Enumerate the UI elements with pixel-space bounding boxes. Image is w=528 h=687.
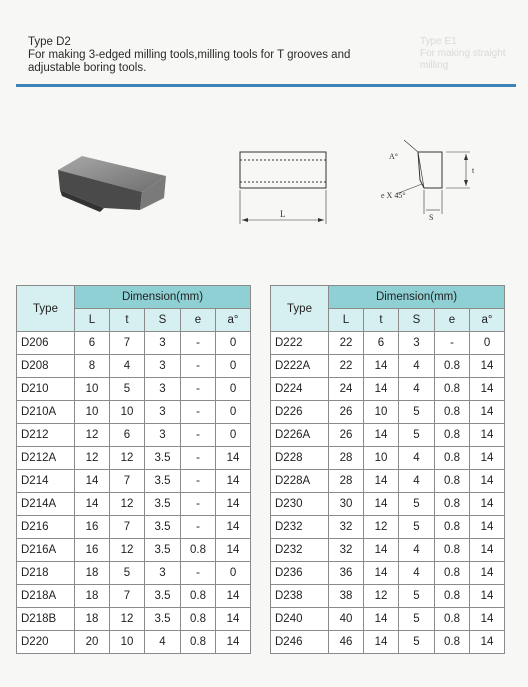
value-cell: 12 xyxy=(110,608,145,631)
section-divider xyxy=(16,84,516,87)
value-cell: 12 xyxy=(364,585,399,608)
value-cell: 14 xyxy=(364,355,399,378)
type-cell: D238 xyxy=(271,585,329,608)
value-cell: 5 xyxy=(399,585,435,608)
value-cell: - xyxy=(181,516,216,539)
chamfer-label: e X 45° xyxy=(381,191,406,200)
type-cell: D224 xyxy=(271,378,329,401)
table-row xyxy=(271,493,505,516)
table-row xyxy=(17,608,251,631)
col-header-l: L xyxy=(329,309,364,332)
type-title: Type D2 xyxy=(28,36,71,48)
value-cell: 0.8 xyxy=(181,585,216,608)
value-cell: 0.8 xyxy=(435,424,470,447)
value-cell: 5 xyxy=(110,378,145,401)
value-cell: 5 xyxy=(399,608,435,631)
table-row xyxy=(271,470,505,493)
value-cell: - xyxy=(181,447,216,470)
value-cell: 0.8 xyxy=(435,539,470,562)
value-cell: 4 xyxy=(399,562,435,585)
value-cell: 12 xyxy=(110,447,145,470)
value-cell: 0.8 xyxy=(435,447,470,470)
value-cell: 3.5 xyxy=(145,608,181,631)
value-cell: 14 xyxy=(470,424,505,447)
value-cell: 3.5 xyxy=(145,470,181,493)
value-cell: - xyxy=(181,470,216,493)
value-cell: 22 xyxy=(329,332,364,355)
value-cell: 18 xyxy=(75,608,110,631)
table-row xyxy=(271,631,505,654)
dimension-header: Dimension(mm) xyxy=(329,286,505,309)
value-cell: 14 xyxy=(364,378,399,401)
value-cell: 14 xyxy=(470,493,505,516)
value-cell: 0.8 xyxy=(435,470,470,493)
value-cell: 14 xyxy=(216,493,251,516)
value-cell: 6 xyxy=(364,332,399,355)
table-row xyxy=(17,470,251,493)
value-cell: 12 xyxy=(75,424,110,447)
type-cell: D214 xyxy=(17,470,75,493)
value-cell: 0.8 xyxy=(435,493,470,516)
value-cell: 3 xyxy=(145,355,181,378)
insert-drawings xyxy=(0,110,528,240)
value-cell: 3.5 xyxy=(145,585,181,608)
value-cell: 12 xyxy=(75,447,110,470)
type-cell: D222 xyxy=(271,332,329,355)
table-row xyxy=(271,355,505,378)
value-cell: 10 xyxy=(110,631,145,654)
value-cell: 10 xyxy=(110,401,145,424)
value-cell: 4 xyxy=(399,539,435,562)
value-cell: 14 xyxy=(364,539,399,562)
value-cell: - xyxy=(181,562,216,585)
type-cell: D218 xyxy=(17,562,75,585)
type-cell: D214A xyxy=(17,493,75,516)
bleed-through-text: Type E1 For making straight milling xyxy=(420,36,506,71)
description-line-2: adjustable boring tools. xyxy=(28,62,147,74)
type-cell: D218B xyxy=(17,608,75,631)
value-cell: 3.5 xyxy=(145,516,181,539)
value-cell: 12 xyxy=(364,516,399,539)
table-row xyxy=(271,539,505,562)
value-cell: 32 xyxy=(329,516,364,539)
col-header-s: S xyxy=(145,309,181,332)
length-label: L xyxy=(280,209,286,219)
value-cell: 14 xyxy=(75,470,110,493)
value-cell: 12 xyxy=(110,493,145,516)
value-cell: 24 xyxy=(329,378,364,401)
value-cell: 14 xyxy=(364,631,399,654)
col-header-l: L xyxy=(75,309,110,332)
value-cell: 0 xyxy=(216,332,251,355)
value-cell: 3 xyxy=(145,562,181,585)
value-cell: 7 xyxy=(110,585,145,608)
value-cell: - xyxy=(181,401,216,424)
value-cell: 0.8 xyxy=(435,631,470,654)
table-row xyxy=(17,401,251,424)
table-row xyxy=(17,332,251,355)
type-cell: D228A xyxy=(271,470,329,493)
value-cell: 14 xyxy=(470,585,505,608)
table-row xyxy=(17,378,251,401)
value-cell: 3 xyxy=(145,401,181,424)
table-row xyxy=(271,378,505,401)
value-cell: 7 xyxy=(110,332,145,355)
width-label: S xyxy=(429,213,434,222)
value-cell: 5 xyxy=(110,562,145,585)
value-cell: 14 xyxy=(470,470,505,493)
value-cell: 22 xyxy=(329,355,364,378)
value-cell: 0.8 xyxy=(435,355,470,378)
type-cell: D216 xyxy=(17,516,75,539)
value-cell: 14 xyxy=(470,631,505,654)
value-cell: 7 xyxy=(110,470,145,493)
value-cell: 14 xyxy=(470,355,505,378)
type-cell: D212 xyxy=(17,424,75,447)
table-row xyxy=(271,562,505,585)
value-cell: 8 xyxy=(75,355,110,378)
value-cell: 3 xyxy=(145,378,181,401)
value-cell: - xyxy=(181,424,216,447)
value-cell: 4 xyxy=(110,355,145,378)
value-cell: 14 xyxy=(216,539,251,562)
col-header-angle: a° xyxy=(470,309,505,332)
value-cell: 36 xyxy=(329,562,364,585)
value-cell: 6 xyxy=(110,424,145,447)
value-cell: 6 xyxy=(75,332,110,355)
value-cell: 0.8 xyxy=(181,539,216,562)
value-cell: 0.8 xyxy=(435,378,470,401)
type-cell: D232 xyxy=(271,539,329,562)
value-cell: 30 xyxy=(329,493,364,516)
type-cell: D208 xyxy=(17,355,75,378)
value-cell: 14 xyxy=(470,562,505,585)
value-cell: 4 xyxy=(145,631,181,654)
value-cell: 14 xyxy=(216,447,251,470)
value-cell: 32 xyxy=(329,539,364,562)
value-cell: 3.5 xyxy=(145,539,181,562)
type-cell: D236 xyxy=(271,562,329,585)
table-row xyxy=(17,355,251,378)
thickness-label: t xyxy=(472,166,475,175)
description-line-1: For making 3-edged milling tools,milling tools for T grooves and xyxy=(28,49,351,61)
type-cell: D210A xyxy=(17,401,75,424)
value-cell: 14 xyxy=(364,424,399,447)
type-cell: D206 xyxy=(17,332,75,355)
value-cell: 26 xyxy=(329,401,364,424)
value-cell: 14 xyxy=(216,470,251,493)
table-row xyxy=(271,332,505,355)
end-view-drawing xyxy=(396,140,470,214)
section-heading xyxy=(28,36,350,75)
value-cell: 10 xyxy=(364,447,399,470)
type-cell: D226 xyxy=(271,401,329,424)
type-cell: D228 xyxy=(271,447,329,470)
value-cell: 16 xyxy=(75,539,110,562)
type-cell: D246 xyxy=(271,631,329,654)
value-cell: - xyxy=(181,332,216,355)
value-cell: 0.8 xyxy=(181,631,216,654)
value-cell: 16 xyxy=(75,516,110,539)
value-cell: 14 xyxy=(216,585,251,608)
table-row xyxy=(17,424,251,447)
value-cell: 12 xyxy=(110,539,145,562)
value-cell: 0.8 xyxy=(435,401,470,424)
table-row xyxy=(17,516,251,539)
table-row xyxy=(17,447,251,470)
dimension-table-left xyxy=(16,285,251,654)
value-cell: 14 xyxy=(470,608,505,631)
value-cell: 5 xyxy=(399,516,435,539)
value-cell: 3.5 xyxy=(145,493,181,516)
value-cell: - xyxy=(435,332,470,355)
value-cell: 46 xyxy=(329,631,364,654)
value-cell: 5 xyxy=(399,401,435,424)
value-cell: 14 xyxy=(364,493,399,516)
type-cell: D212A xyxy=(17,447,75,470)
value-cell: 18 xyxy=(75,562,110,585)
value-cell: 5 xyxy=(399,493,435,516)
value-cell: 38 xyxy=(329,585,364,608)
value-cell: 3 xyxy=(399,332,435,355)
value-cell: 3 xyxy=(145,424,181,447)
value-cell: 28 xyxy=(329,447,364,470)
value-cell: 0.8 xyxy=(435,608,470,631)
value-cell: - xyxy=(181,493,216,516)
value-cell: 5 xyxy=(399,631,435,654)
type-cell: D232 xyxy=(271,516,329,539)
type-cell: D230 xyxy=(271,493,329,516)
table-row xyxy=(17,493,251,516)
value-cell: - xyxy=(181,378,216,401)
angle-label: A° xyxy=(389,152,398,161)
value-cell: 0 xyxy=(216,355,251,378)
value-cell: 26 xyxy=(329,424,364,447)
value-cell: 14 xyxy=(470,539,505,562)
value-cell: 0.8 xyxy=(435,562,470,585)
value-cell: 18 xyxy=(75,585,110,608)
value-cell: 0.8 xyxy=(435,585,470,608)
table-row xyxy=(17,562,251,585)
value-cell: 14 xyxy=(470,401,505,424)
value-cell: 3.5 xyxy=(145,447,181,470)
col-header-e: e xyxy=(181,309,216,332)
value-cell: 4 xyxy=(399,447,435,470)
type-cell: D216A xyxy=(17,539,75,562)
dimension-header: Dimension(mm) xyxy=(75,286,251,309)
value-cell: 14 xyxy=(216,608,251,631)
value-cell: 14 xyxy=(75,493,110,516)
dimension-table-right xyxy=(270,285,505,654)
value-cell: 5 xyxy=(399,424,435,447)
table-row xyxy=(271,401,505,424)
type-cell: D218A xyxy=(17,585,75,608)
value-cell: 0 xyxy=(216,378,251,401)
table-row xyxy=(271,608,505,631)
value-cell: 14 xyxy=(216,631,251,654)
value-cell: 0 xyxy=(216,424,251,447)
type-cell: D226A xyxy=(271,424,329,447)
value-cell: - xyxy=(181,355,216,378)
col-header-e: e xyxy=(435,309,470,332)
value-cell: 0 xyxy=(216,562,251,585)
col-header-s: S xyxy=(399,309,435,332)
value-cell: 0.8 xyxy=(435,516,470,539)
value-cell: 10 xyxy=(75,401,110,424)
value-cell: 7 xyxy=(110,516,145,539)
value-cell: 10 xyxy=(364,401,399,424)
value-cell: 0 xyxy=(470,332,505,355)
value-cell: 14 xyxy=(470,378,505,401)
value-cell: 3 xyxy=(145,332,181,355)
value-cell: 14 xyxy=(470,447,505,470)
value-cell: 14 xyxy=(364,470,399,493)
value-cell: 28 xyxy=(329,470,364,493)
type-cell: D222A xyxy=(271,355,329,378)
table-row xyxy=(271,585,505,608)
value-cell: 40 xyxy=(329,608,364,631)
type-header: Type xyxy=(271,286,329,332)
value-cell: 14 xyxy=(364,608,399,631)
type-cell: D210 xyxy=(17,378,75,401)
type-header: Type xyxy=(17,286,75,332)
value-cell: 4 xyxy=(399,355,435,378)
table-row xyxy=(17,631,251,654)
value-cell: 0 xyxy=(216,401,251,424)
type-cell: D240 xyxy=(271,608,329,631)
value-cell: 20 xyxy=(75,631,110,654)
table-row xyxy=(271,516,505,539)
type-cell: D220 xyxy=(17,631,75,654)
col-header-angle: a° xyxy=(216,309,251,332)
table-row xyxy=(271,447,505,470)
table-row xyxy=(17,585,251,608)
col-header-t: t xyxy=(110,309,145,332)
table-row xyxy=(17,539,251,562)
value-cell: 10 xyxy=(75,378,110,401)
insert-3d-image xyxy=(58,156,166,212)
value-cell: 14 xyxy=(364,562,399,585)
value-cell: 0.8 xyxy=(181,608,216,631)
col-header-t: t xyxy=(364,309,399,332)
value-cell: 14 xyxy=(216,516,251,539)
value-cell: 4 xyxy=(399,378,435,401)
value-cell: 4 xyxy=(399,470,435,493)
table-row xyxy=(271,424,505,447)
value-cell: 14 xyxy=(470,516,505,539)
